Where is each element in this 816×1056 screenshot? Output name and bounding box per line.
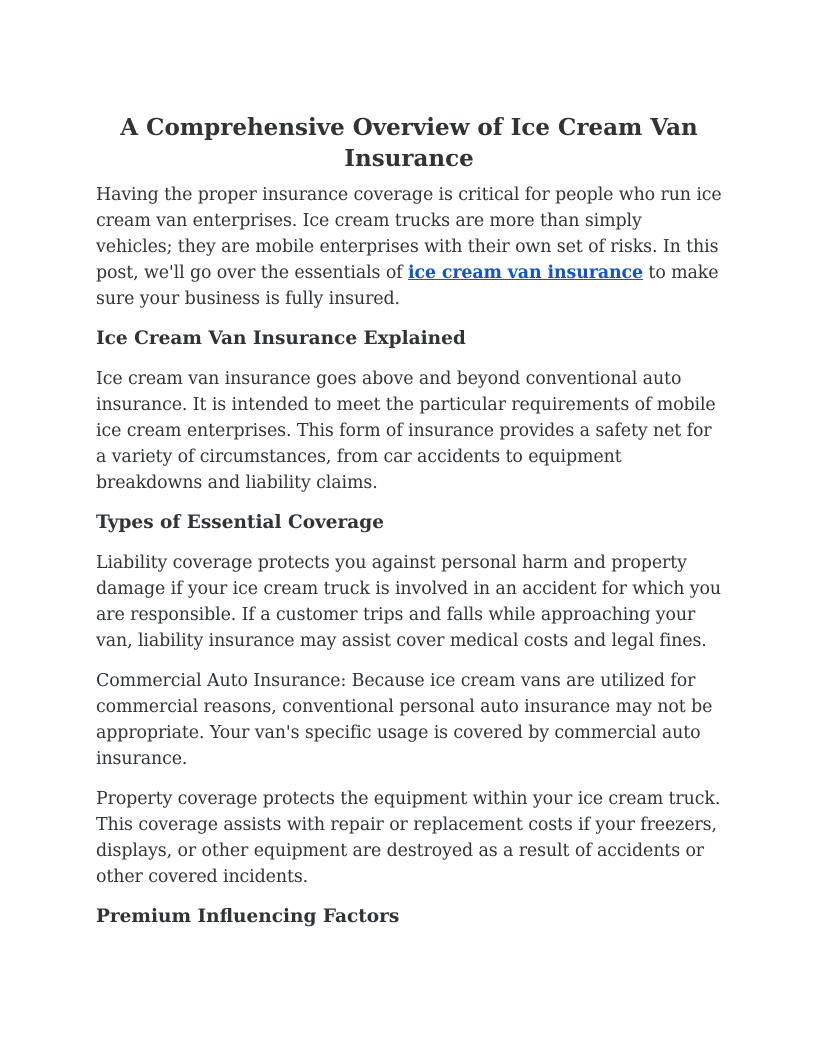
- explained-paragraph: Ice cream van insurance goes above and beyond conventional auto insurance. It is intended to meet the particular requirements of mobile ice cream enterprises. This form of insurance provides a safety net for a variety of circumstances, from car accidents to equipment breakdowns and liability claims.: [96, 369, 716, 493]
- section-heading-coverage-types: Types of Essential Coverage: [96, 512, 384, 533]
- section-heading-premium-factors: Premium Influencing Factors: [96, 906, 400, 927]
- intro-text-after-link: to make sure your business is fully insured.: [96, 263, 719, 309]
- ice-cream-van-insurance-link[interactable]: ice cream van insurance: [407, 263, 643, 283]
- liability-coverage-paragraph: Liability coverage protects you against personal harm and property damage if your ice cream truck is involved in an accident for which you are responsible. If a customer trips and falls while approaching your van, liability insurance may assist cover medical costs and legal fines.: [96, 553, 721, 651]
- commercial-auto-paragraph: Commercial Auto Insurance: Because ice cream vans are utilized for commercial reasons, conventional personal auto insurance may not be appropriate. Your van's specific usage is covered by commercial auto insurance.: [96, 671, 713, 769]
- intro-paragraph: [96, 182, 722, 312]
- document-title: A Comprehensive Overview of Ice Cream Van Insurance: [120, 114, 698, 172]
- document-page: [96, 112, 722, 944]
- property-coverage-paragraph: Property coverage protects the equipment within your ice cream truck. This coverage assists with repair or replacement costs if your freezers, displays, or other equipment are destroyed as a result of accidents or other covered incidents.: [96, 789, 721, 887]
- intro-text-before-link: Having the proper insurance coverage is critical for people who run ice cream van enterprises. Ice cream trucks are more than simply vehicles; they are mobile enterprises with their own set of risks. In this post, we'll go over the essentials of: [96, 185, 722, 283]
- section-heading-explained: Ice Cream Van Insurance Explained: [96, 328, 466, 349]
